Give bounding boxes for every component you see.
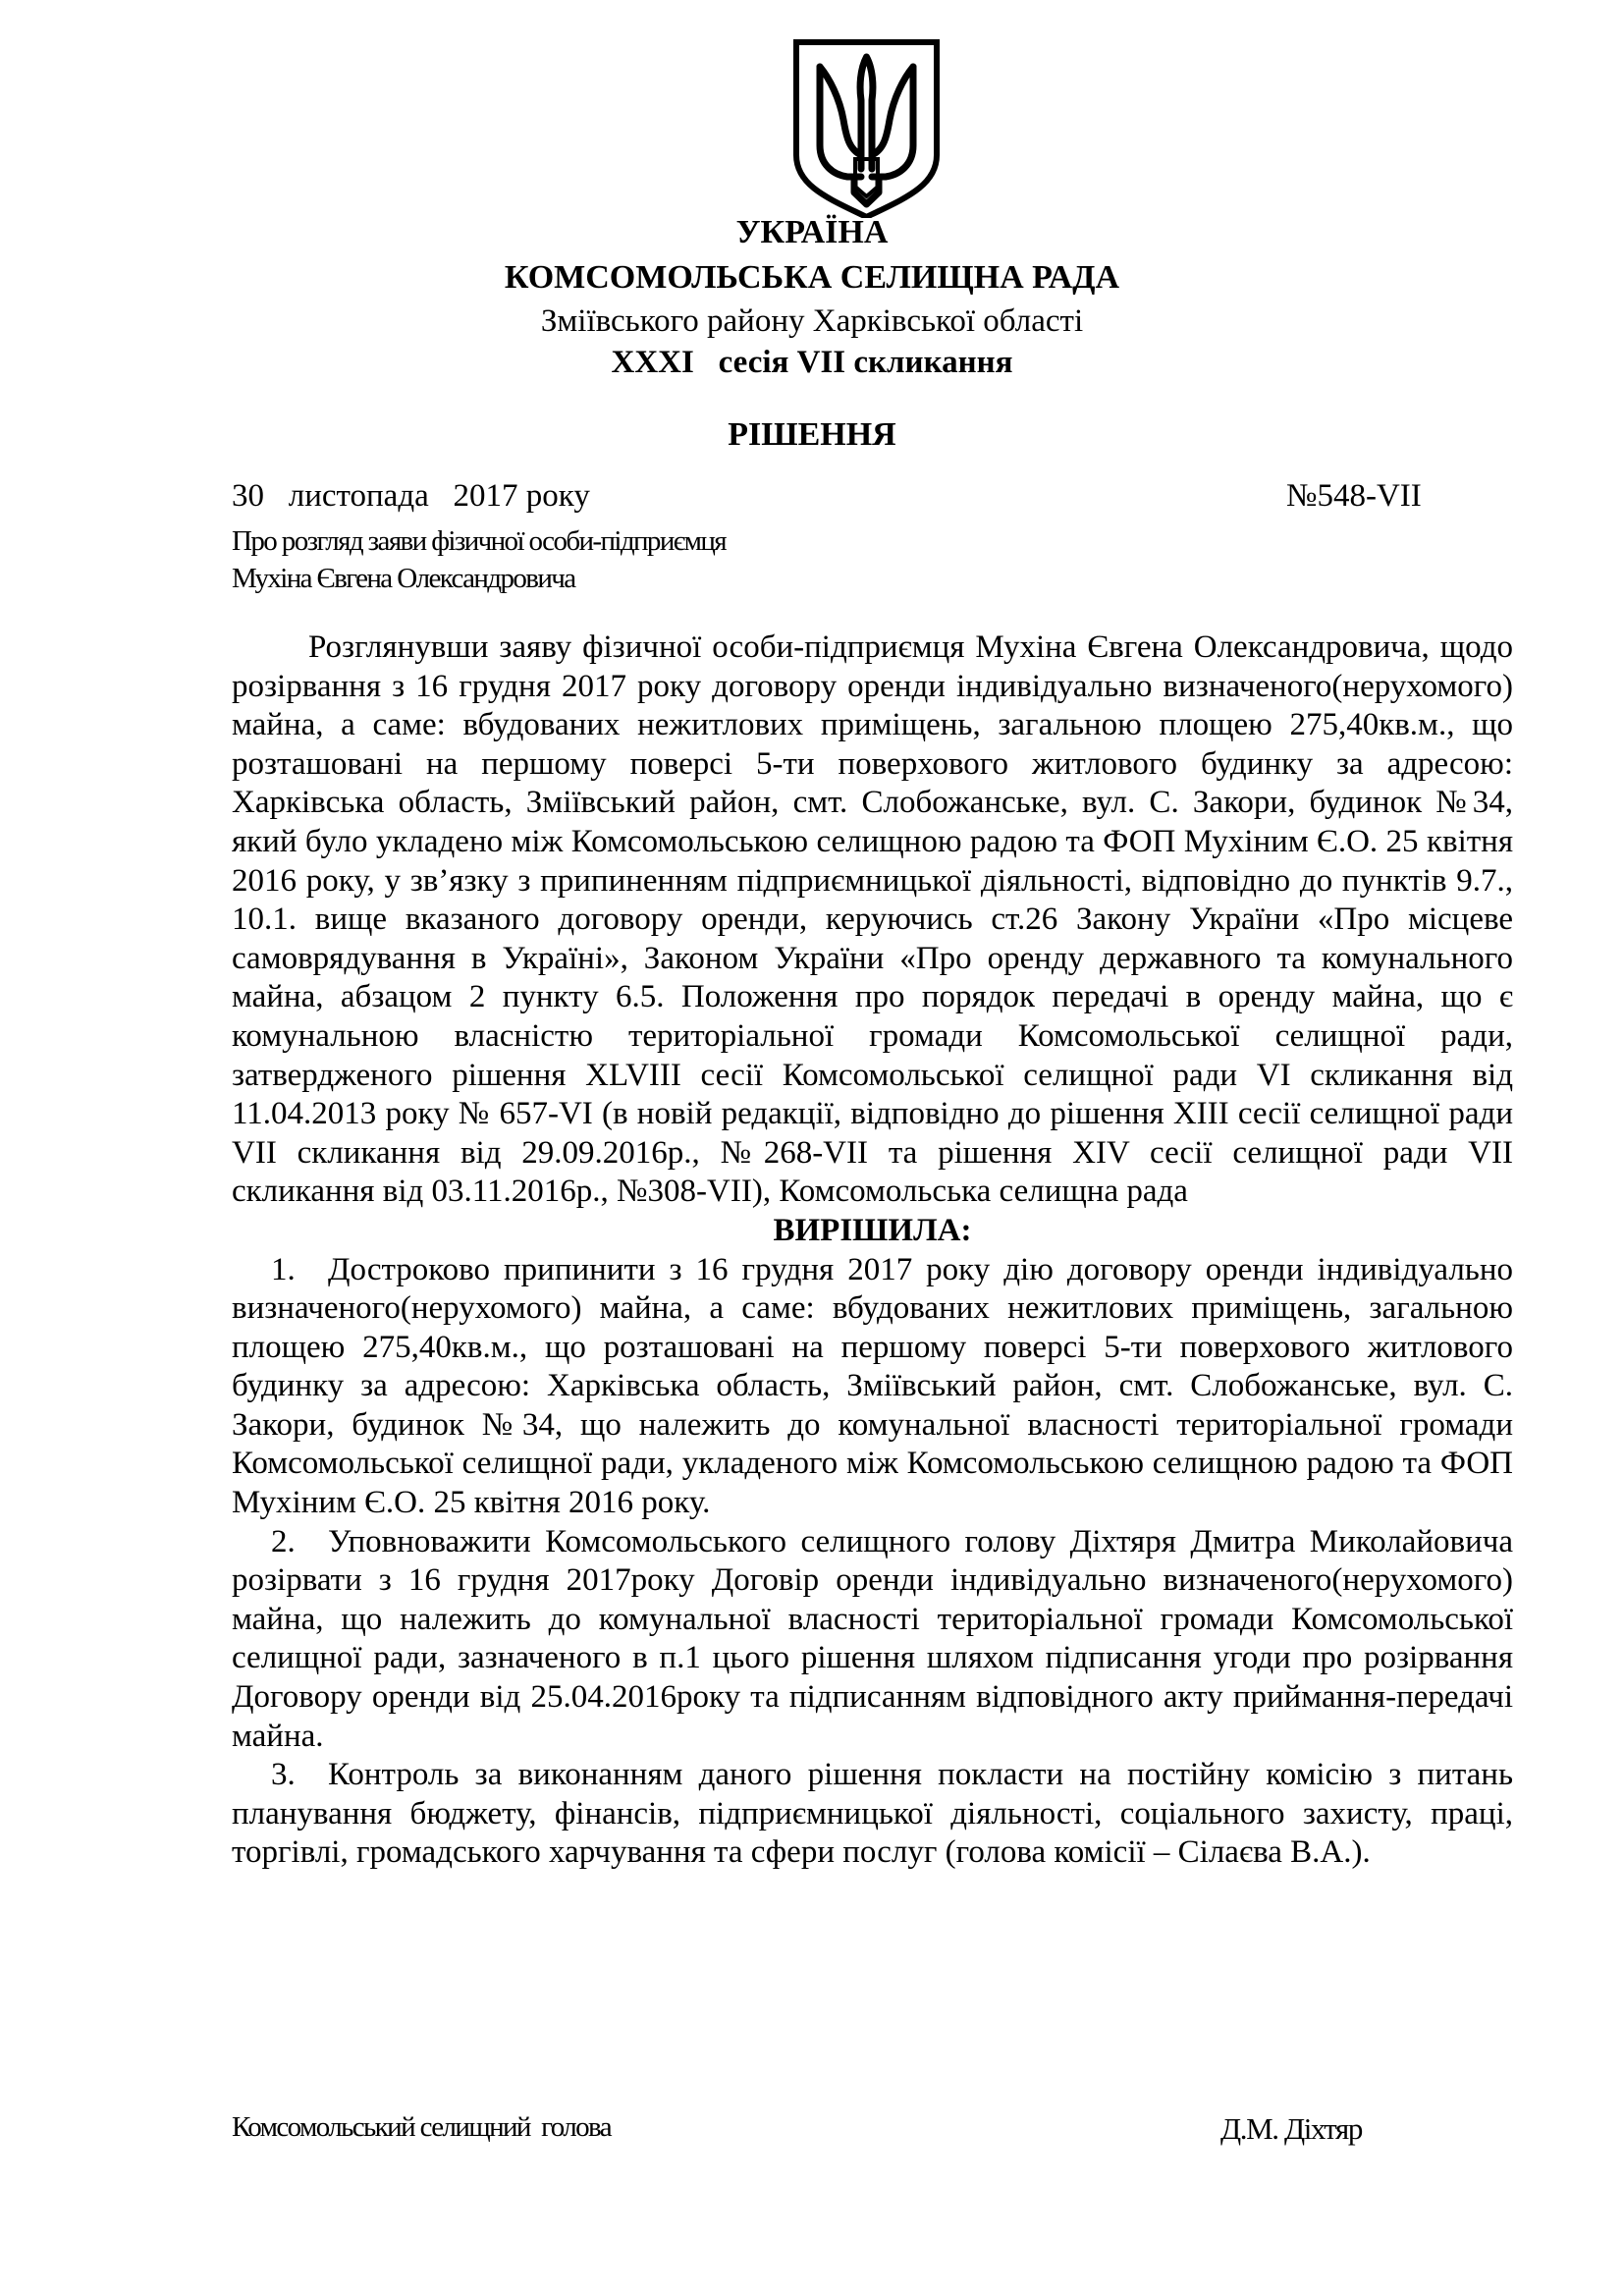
resolution-item <box>232 1756 1513 1873</box>
item-number: 3. <box>271 1757 296 1793</box>
decision-body <box>232 629 1513 1873</box>
header-country: УКРАЇНА <box>735 214 889 250</box>
decision-subject <box>232 522 726 597</box>
item-text: Достроково припинити з 16 грудня 2017 року дію договору оренди індивідуально визначеного(нерухомого) майна, а саме: вбудованих нежитлових приміщень, загальною площею 275,40кв.м., що розташовані на першому поверсі 5-ти поверхового житлового будинку за адресою: Харківська область, Зміївський район, смт. Слобожанське, вул. С. Закори, будинок №34, що належить до комунальної власності територіальної громади Комсомольської селищної ради, укладеного між Комсомольською селищною радою та ФОП Мухіним Є.О. 25 квітня 2016 року. <box>232 1251 1513 1521</box>
header-district: Зміївського району Харківської області <box>540 303 1084 339</box>
resolution-item <box>232 1523 1513 1757</box>
decision-number: №548-VII <box>1286 478 1422 514</box>
signatory-name: Д.М. Діхтяр <box>1220 2111 1362 2146</box>
document-type-title: РІШЕННЯ <box>728 416 896 453</box>
subject-line-2: Мухіна Євгена Олександровича <box>232 563 575 594</box>
item-text: Контроль за виконанням даного рішення покласти на постійну комісію з питань планування бюджету, фінансів, підприємницької діяльності, соціального захисту, праці, торгівлі, громадського харчування та сфери послуг (голова комісії – Сілаєва В.А.). <box>232 1757 1513 1871</box>
coat-of-arms-icon <box>792 39 941 218</box>
item-text: Уповноважити Комсомольського селищного голову Діхтяря Дмитра Миколайовича розірвати з 16 грудня 2017року Договір оренди індивідуально визначеного(нерухомого) майна, що належить до комунальної власності територіальної громади Комсомольської селищної ради, зазначеного в п.1 цього рішення шляхом підписання угоди про розірвання Договору оренди від 25.04.2016року та підписанням відповідного акту приймання-передачі майна. <box>232 1523 1513 1754</box>
resolution-item <box>232 1251 1513 1523</box>
header-session: XXXI сесія VII скликання <box>611 345 1013 380</box>
subject-line-1: Про розгляд заяви фізичної особи-підприємця <box>232 525 727 557</box>
header-council: КОМСОМОЛЬСЬКА СЕЛИЩНА РАДА <box>504 259 1120 296</box>
item-number: 2. <box>271 1523 296 1559</box>
decided-heading: ВИРІШИЛА: <box>773 1212 972 1248</box>
item-number: 1. <box>271 1251 296 1287</box>
decision-date: 30 листопада 2017 року <box>232 478 590 514</box>
signatory-role: Комсомольський селищний голова <box>232 2111 611 2143</box>
preamble-paragraph: Розглянувши заяву фізичної особи-підприємця Мухіна Євгена Олександровича, щодо розірвання з 16 грудня 2017 року договору оренди індивідуально визначеного(нерухомого) майна, а саме: вбудованих нежитлових приміщень, загальною площею 275,40кв.м., що розташовані на першому поверсі 5-ти поверхового житлового будинку за адресою: Харківська область, Зміївський район, смт. Слобожанське, вул. С. Закори, будинок №34, який було укладено між Комсомольською селищною радою та ФОП Мухіним Є.О. 25 квітня 2016 року, у зв’язку з припиненням підприємницької діяльності, відповідно до пунктів 9.7., 10.1. вище вказаного договору оренди, керуючись ст.26 Закону України «Про місцеве самоврядування в Україні», Законом України «Про оренду державного та комунального майна, абзацом 2 пункту 6.5. Положення про порядок передачі в оренду майна, що є комунальною власністю територіальної громади Комсомольської селищної ради, затвердженого рішення XLVIII сесії Комсомольської селищної ради VI скликання від 11.04.2013 року № 657-VI (в новій редакції, відповідно до рішення XIII сесії селищної ради VII скликання від 29.09.2016р., №268-VII та рішення XIV сесії селищної ради VII скликання від 03.11.2016р., №308-VII), Комсомольська селищна рада <box>232 629 1513 1210</box>
